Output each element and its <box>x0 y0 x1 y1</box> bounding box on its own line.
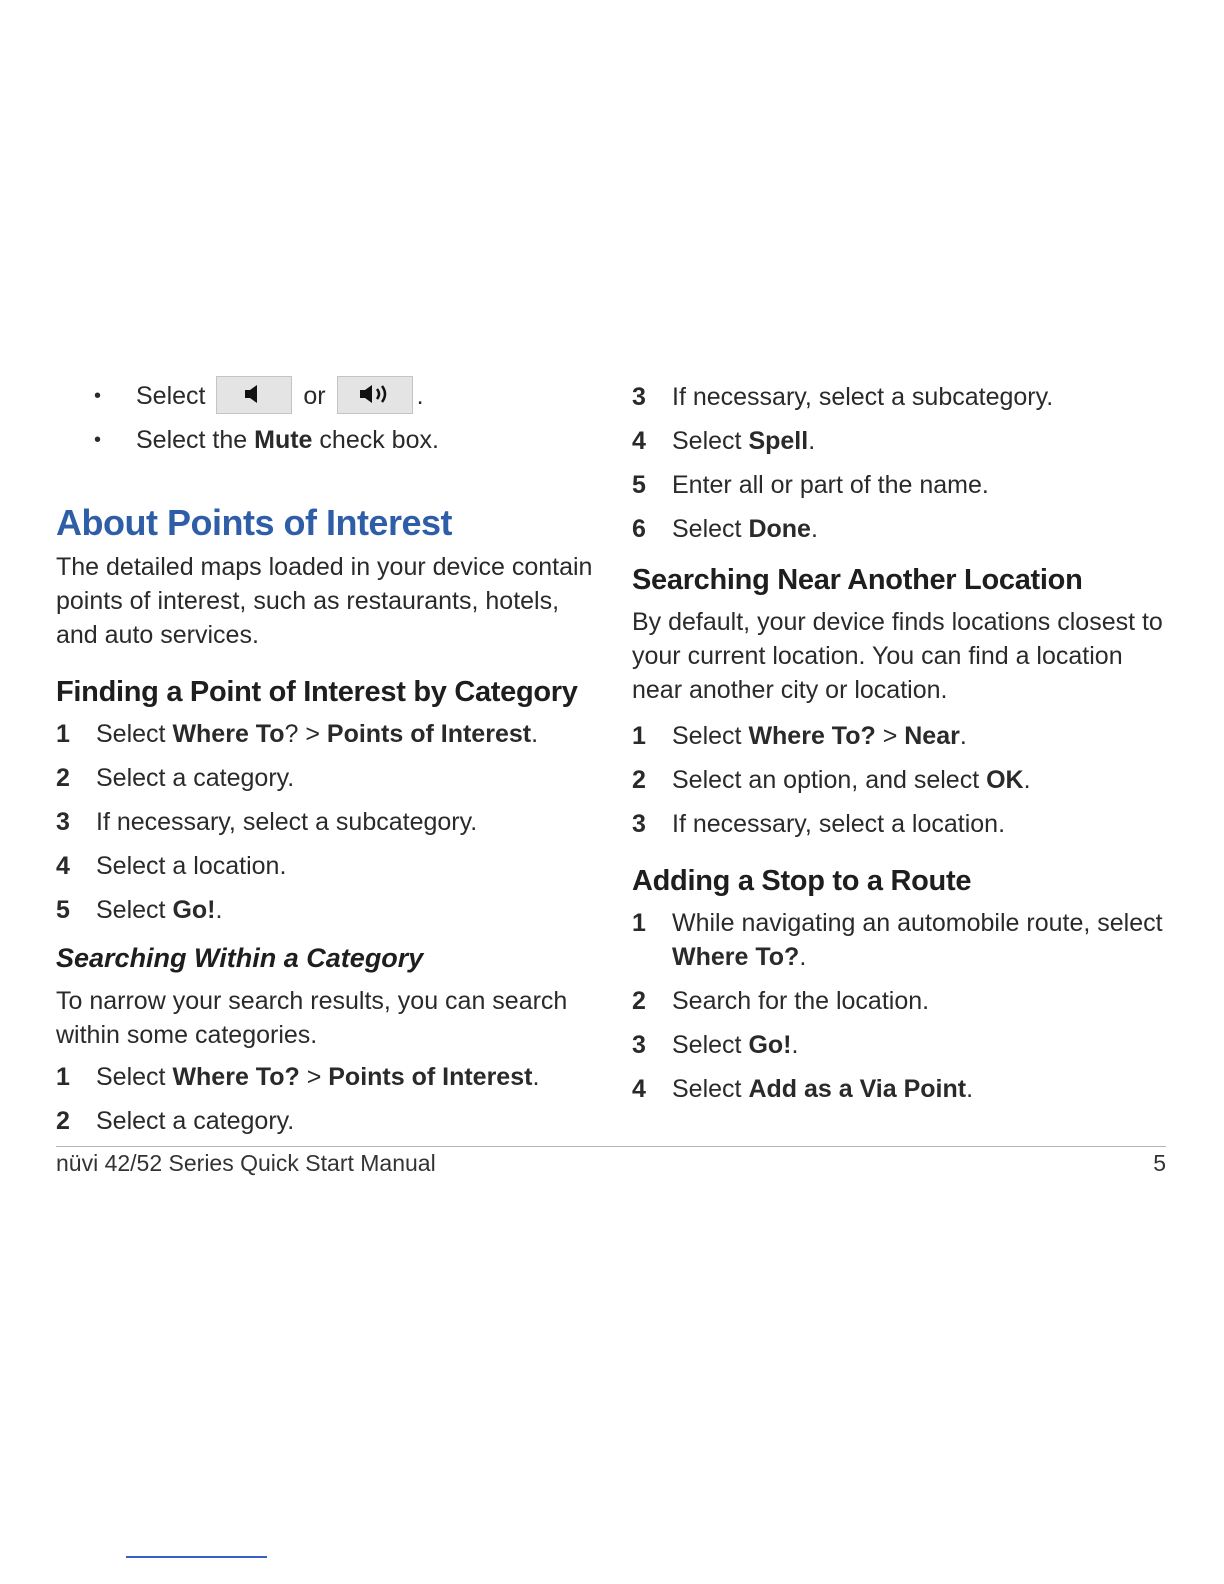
step-item <box>632 1028 1172 1062</box>
speaker-volume-icon <box>357 383 393 405</box>
step-item <box>632 763 1172 797</box>
step-number: 1 <box>56 1063 70 1091</box>
step-item <box>56 1104 596 1138</box>
step-item <box>56 761 596 795</box>
bullet-dot: • <box>94 385 102 407</box>
step-text: . <box>1023 766 1031 794</box>
step-item <box>56 893 596 927</box>
step-item <box>632 424 1172 458</box>
step-text: Select <box>96 720 173 748</box>
bullet-text: Select <box>136 382 206 410</box>
step-item <box>632 468 1172 502</box>
step-text: . <box>810 515 818 543</box>
step-item <box>632 719 1172 753</box>
step-text: Select a category. <box>96 1107 295 1135</box>
step-item <box>56 849 596 883</box>
mute-button[interactable] <box>216 376 292 414</box>
step-number: 2 <box>632 766 646 794</box>
step-bold: Points of Interest <box>326 720 532 748</box>
section-heading-near: Searching Near Another Location <box>632 564 1083 596</box>
step-text: Select a category. <box>96 764 295 792</box>
step-number: 5 <box>632 471 646 499</box>
footer-title: nüvi 42/52 Series Quick Start Manual <box>56 1150 436 1176</box>
step-item <box>56 805 596 839</box>
within-steps-continued <box>632 380 1172 546</box>
bullet-dot: • <box>94 429 102 451</box>
volume-button[interactable] <box>337 376 413 414</box>
step-item <box>632 984 1172 1018</box>
step-text: . <box>791 1031 799 1059</box>
step-text: Select <box>672 427 749 455</box>
step-number: 3 <box>56 808 70 836</box>
about-paragraph: The detailed maps loaded in your device contain points of interest, such as restaurants, hotels, and auto services. <box>56 553 593 649</box>
step-text: Select an option, and select <box>672 766 987 794</box>
step-text: > <box>299 1063 329 1091</box>
step-text: Enter all or part of the name. <box>672 471 989 499</box>
step-text: Select <box>672 515 749 543</box>
step-bold: Points of Interest <box>328 1063 533 1091</box>
step-text: If necessary, select a subcategory. <box>672 383 1054 411</box>
step-text: . <box>799 943 807 971</box>
left-column <box>56 372 596 1148</box>
step-text: If necessary, select a subcategory. <box>96 808 478 836</box>
bullet-item-mute <box>56 416 596 460</box>
step-text: If necessary, select a location. <box>672 810 1006 838</box>
step-number: 1 <box>632 722 646 750</box>
step-text: Select <box>672 1075 749 1103</box>
step-text: . <box>531 720 539 748</box>
section-heading-about: About Points of Interest <box>56 502 452 543</box>
bullet-item-select-icons <box>56 372 596 416</box>
finding-steps <box>56 717 596 927</box>
step-item <box>56 717 596 751</box>
near-steps <box>632 719 1172 841</box>
step-bold: Done <box>748 515 811 543</box>
step-text: . <box>532 1063 540 1091</box>
step-text: . <box>808 427 816 455</box>
step-bold: Go! <box>172 896 216 924</box>
step-text: Select <box>672 722 749 750</box>
step-number: 6 <box>632 515 646 543</box>
step-text: . <box>215 896 223 924</box>
step-text: . <box>959 722 967 750</box>
step-number: 3 <box>632 383 646 411</box>
speaker-mute-icon <box>242 383 266 405</box>
step-number: 2 <box>56 1107 70 1135</box>
step-bold: Spell <box>748 427 809 455</box>
step-item <box>632 512 1172 546</box>
section-heading-stop: Adding a Stop to a Route <box>632 865 972 897</box>
step-text: Select <box>672 1031 749 1059</box>
step-text: Select <box>96 1063 173 1091</box>
step-text: Select <box>96 896 173 924</box>
near-paragraph: By default, your device finds locations closest to your current location. You can find a location near another city or location. <box>632 608 1163 704</box>
bullet-text: Select the <box>136 426 255 454</box>
step-text: > <box>875 722 905 750</box>
step-bold: Add as a Via Point <box>748 1075 967 1103</box>
bullet-or-text: or <box>303 382 326 410</box>
stop-steps <box>632 906 1172 1106</box>
step-text: Select a location. <box>96 852 287 880</box>
step-item <box>632 1072 1172 1106</box>
step-bold: Where To? <box>172 1063 300 1091</box>
footer-divider <box>56 1146 1166 1147</box>
section-heading-finding: Finding a Point of Interest by Category <box>56 676 578 708</box>
step-text: ? > <box>284 720 327 748</box>
step-number: 1 <box>632 909 646 937</box>
decorative-line <box>126 1556 267 1558</box>
step-bold: Near <box>904 722 960 750</box>
bullet-text: check box. <box>312 426 439 454</box>
step-bold: Where To? <box>748 722 876 750</box>
step-item <box>632 906 1172 974</box>
step-number: 4 <box>56 852 70 880</box>
right-column <box>632 380 1172 1116</box>
step-number: 3 <box>632 810 646 838</box>
bullet-period: . <box>416 382 424 410</box>
within-paragraph: To narrow your search results, you can search within some categories. <box>56 987 568 1049</box>
section-heading-within: Searching Within a Category <box>56 943 424 973</box>
step-number: 2 <box>632 987 646 1015</box>
step-number: 4 <box>632 1075 646 1103</box>
mute-checkbox-label: Mute <box>254 426 313 454</box>
step-item <box>632 807 1172 841</box>
bullet-list <box>56 372 596 460</box>
step-number: 2 <box>56 764 70 792</box>
step-number: 4 <box>632 427 646 455</box>
step-number: 1 <box>56 720 70 748</box>
step-text: . <box>966 1075 974 1103</box>
step-text: Search for the location. <box>672 987 930 1015</box>
step-item <box>56 1060 596 1094</box>
step-bold: Where To? <box>672 943 800 971</box>
step-number: 5 <box>56 896 70 924</box>
step-text: While navigating an automobile route, select <box>672 909 1163 937</box>
step-item <box>632 380 1172 414</box>
step-bold: Where To <box>172 720 285 748</box>
step-bold: OK <box>986 766 1024 794</box>
within-steps <box>56 1060 596 1138</box>
page-number: 5 <box>1153 1150 1166 1176</box>
step-number: 3 <box>632 1031 646 1059</box>
step-bold: Go! <box>748 1031 792 1059</box>
